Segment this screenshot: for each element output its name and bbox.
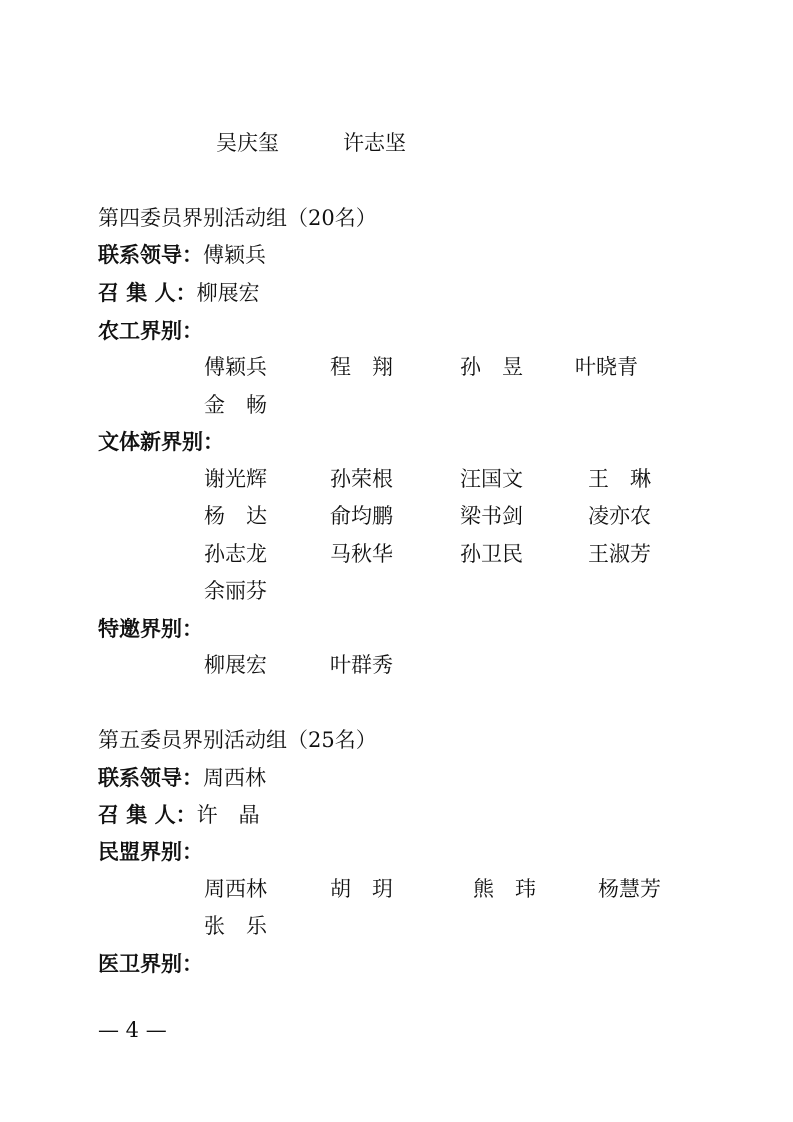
name-entry: 周西林	[204, 877, 267, 901]
group4-leader-label: 联系领导：	[98, 242, 203, 267]
name-entry: 张 乐	[204, 914, 267, 938]
page-number: — 4 —	[98, 1018, 167, 1042]
name-entry: 王淑芳	[588, 542, 651, 566]
name-entry: 叶晓青	[575, 355, 638, 379]
group4-title: 第四委员界别活动组（20名）	[98, 206, 377, 230]
name-entry: 余丽芬	[204, 579, 267, 603]
group4-leader-name: 傅颖兵	[203, 243, 266, 267]
name-entry: 金 畅	[204, 393, 267, 417]
name-entry: 俞均鹏	[330, 504, 393, 528]
name-entry: 孙卫民	[460, 542, 523, 566]
name-entry: 凌亦农	[588, 504, 651, 528]
group5-convener-line	[98, 802, 260, 828]
name-entry: 汪国文	[460, 467, 523, 491]
name-entry: 谢光辉	[204, 467, 267, 491]
group5-leader-line	[98, 765, 266, 791]
group4-convener-label: 召 集 人：	[98, 280, 197, 305]
name-entry: 梁书剑	[460, 504, 523, 528]
group5-leader-label: 联系领导：	[98, 765, 203, 790]
section-label-nonggong: 农工界别：	[98, 318, 203, 343]
group5-convener-label: 召 集 人：	[98, 802, 197, 827]
section-label-teyao: 特邀界别：	[98, 616, 203, 641]
name-entry: 杨 达	[204, 504, 267, 528]
name-entry: 程 翔	[330, 355, 393, 379]
name-entry: 胡 玥	[330, 877, 393, 901]
group4-convener-name: 柳展宏	[196, 281, 260, 305]
name-entry: 马秋华	[330, 542, 393, 566]
section-label-yiwei: 医卫界别：	[98, 951, 203, 976]
group4-convener-line	[98, 280, 260, 306]
name-entry: 柳展宏	[204, 653, 267, 677]
group4-leader-line	[98, 242, 266, 268]
name-entry: 叶群秀	[330, 653, 393, 677]
section-label-minmeng: 民盟界别：	[98, 839, 203, 864]
name-entry: 孙 昱	[460, 355, 523, 379]
name-entry: 杨慧芳	[598, 877, 661, 901]
name-entry: 孙志龙	[204, 542, 267, 566]
section-label-wentixin: 文体新界别：	[98, 429, 224, 454]
name-entry: 王 琳	[588, 467, 651, 491]
name-top-2: 许志坚	[343, 131, 406, 155]
name-entry: 熊 玮	[473, 877, 536, 901]
name-top-1: 吴庆玺	[216, 131, 279, 155]
group5-convener-name: 许 晶	[196, 803, 260, 827]
name-entry: 傅颖兵	[204, 355, 267, 379]
group5-leader-name: 周西林	[203, 766, 266, 790]
name-entry: 孙荣根	[330, 467, 393, 491]
group5-title: 第五委员界别活动组（25名）	[98, 728, 377, 752]
